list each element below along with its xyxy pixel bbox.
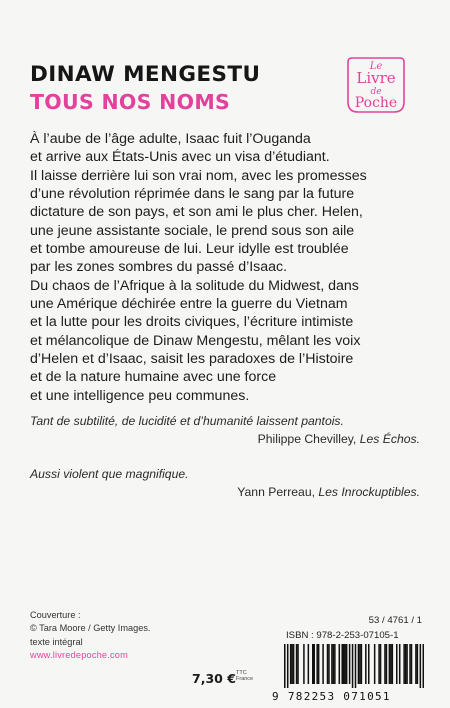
- blurb-line: d’une révolution réprimée dans le sang par la future: [30, 186, 355, 203]
- barcode-bar: [380, 644, 382, 684]
- barcode-bar: [420, 644, 422, 688]
- barcode-bar: [411, 644, 413, 684]
- barcode-digits: 9 782253 071051: [272, 690, 391, 703]
- price-note: [236, 670, 253, 682]
- barcode-bar: [390, 644, 392, 684]
- blurb-line: Du chaos de l’Afrique à la solitude du Midwest, dans: [30, 277, 359, 294]
- barcode-bar: [352, 644, 354, 688]
- author-name: DINAW MENGESTU: [30, 62, 261, 87]
- barcode-bar: [365, 644, 367, 684]
- barcode-bar: [318, 644, 320, 684]
- barcode-bar: [331, 644, 333, 684]
- logo-line-livre: Livre: [356, 69, 396, 87]
- barcode-bar: [403, 644, 405, 684]
- book-title: TOUS NOS NOMS: [30, 90, 231, 114]
- blurb: [30, 130, 425, 405]
- barcode-bar: [327, 644, 329, 684]
- blurb-line: une jeune assistante sociale, le prend sous son aile: [30, 222, 355, 239]
- blurb-line: une Amérique déchirée entre la guerre du Vietnam: [30, 296, 348, 313]
- barcode-bar: [328, 644, 330, 684]
- barcode-bar: [392, 644, 394, 684]
- barcode-bar: [344, 644, 346, 684]
- barcode-bar: [297, 644, 299, 684]
- barcode-bar: [290, 644, 292, 684]
- barcode-bar: [405, 644, 407, 684]
- barcode-bar: [355, 644, 357, 688]
- isbn: ISBN : 978-2-253-07105-1: [286, 630, 399, 641]
- quote-source: Les Échos.: [359, 432, 420, 446]
- barcode-bar: [308, 644, 310, 684]
- blurb-line: et une intelligence peu communes.: [30, 387, 250, 404]
- logo-line-poche: Poche: [354, 95, 398, 111]
- barcode-bar: [346, 644, 348, 684]
- barcode-bar: [312, 644, 314, 684]
- barcode-bar: [384, 644, 386, 684]
- publisher-website-link[interactable]: www.livredepoche.com: [30, 649, 128, 660]
- barcode-bar: [399, 644, 401, 684]
- barcode-bar: [423, 644, 424, 688]
- barcode-bar: [291, 644, 293, 684]
- blurb-line: dictature de son pays, et son ami le plus cher. Helen,: [30, 204, 363, 221]
- barcode-bar: [284, 644, 286, 688]
- barcode-bar: [415, 644, 417, 684]
- price: 7,30 €: [192, 671, 236, 686]
- quote-source: Les Inrockuptibles.: [318, 485, 420, 499]
- quote-text: Aussi violent que magnifique.: [30, 467, 189, 481]
- barcode-bar: [417, 644, 419, 684]
- blurb-line: et tombe amoureuse de lui. Leur idylle est troublée: [30, 241, 349, 258]
- barcode-bar: [333, 644, 335, 684]
- cover-credits: [30, 609, 150, 661]
- barcode-bar: [303, 644, 305, 684]
- price-note-ttc: TTC: [236, 670, 247, 676]
- barcode-bar: [406, 644, 408, 684]
- barcode-bar: [361, 644, 363, 684]
- blurb-line: et mélancolique de Dinaw Mengestu, mêlant les voix: [30, 332, 361, 349]
- quote-attribution: [30, 484, 420, 501]
- barcode-bar: [287, 644, 289, 688]
- quote-attribution: [30, 431, 420, 448]
- logo-line-de: de: [370, 87, 382, 97]
- blurb-line: Il laisse derrière lui son vrai nom, avec les promesses: [30, 167, 367, 184]
- blurb-line: d’Helen et d’Isaac, saisit les paradoxes de l’Histoire: [30, 351, 354, 368]
- barcode-bar: [313, 644, 315, 684]
- quote-author: Philippe Chevilley,: [257, 432, 360, 446]
- logo-line-le: Le: [369, 61, 383, 72]
- barcode-bar: [358, 644, 360, 684]
- barcode-bar: [296, 644, 298, 684]
- press-quote-1: [30, 413, 420, 448]
- blurb-line: et arrive aux États-Unis avec un visa d’étudiant.: [30, 149, 330, 166]
- barcode-bar: [341, 644, 343, 684]
- barcode-bar: [343, 644, 345, 684]
- blurb-line: et la lutte pour les droits civiques, l’écriture intimiste: [30, 314, 354, 331]
- barcode-bar: [386, 644, 388, 684]
- livre-de-poche-logo: [346, 56, 406, 114]
- barcode-bar: [349, 644, 351, 684]
- integral-text-mention: texte intégral: [30, 637, 83, 648]
- barcode-bar: [368, 644, 370, 684]
- blurb-line: par les zones sombres du passé d’Isaac.: [30, 259, 288, 276]
- credits-photo: © Tara Moore / Getty Images.: [30, 622, 151, 633]
- barcode-bar: [334, 644, 336, 684]
- barcode-bar: [378, 644, 380, 684]
- barcode-bar: [396, 644, 398, 684]
- barcode-bar: [339, 644, 341, 684]
- press-quote-2: [30, 466, 420, 501]
- barcode-bar: [389, 644, 391, 684]
- blurb-line: À l’aube de l’âge adulte, Isaac fuit l’Ouganda: [30, 131, 311, 147]
- barcode-bar: [359, 644, 361, 684]
- quote-author: Yann Perreau,: [237, 485, 319, 499]
- blurb-line: et de la nature humaine avec une force: [30, 369, 277, 386]
- barcode-bar: [316, 644, 318, 684]
- barcode-bar: [409, 644, 411, 684]
- barcode-bar: [322, 644, 324, 684]
- price-note-country: France: [236, 676, 254, 682]
- credits-label: Couverture :: [30, 610, 81, 620]
- barcode: [284, 644, 424, 688]
- quote-text: Tant de subtilité, de lucidité et d’humanité laissent pantois.: [30, 414, 344, 428]
- barcode-bar: [293, 644, 295, 684]
- barcode-bar: [374, 644, 376, 684]
- catalog-reference: 53 / 4761 / 1: [368, 615, 422, 626]
